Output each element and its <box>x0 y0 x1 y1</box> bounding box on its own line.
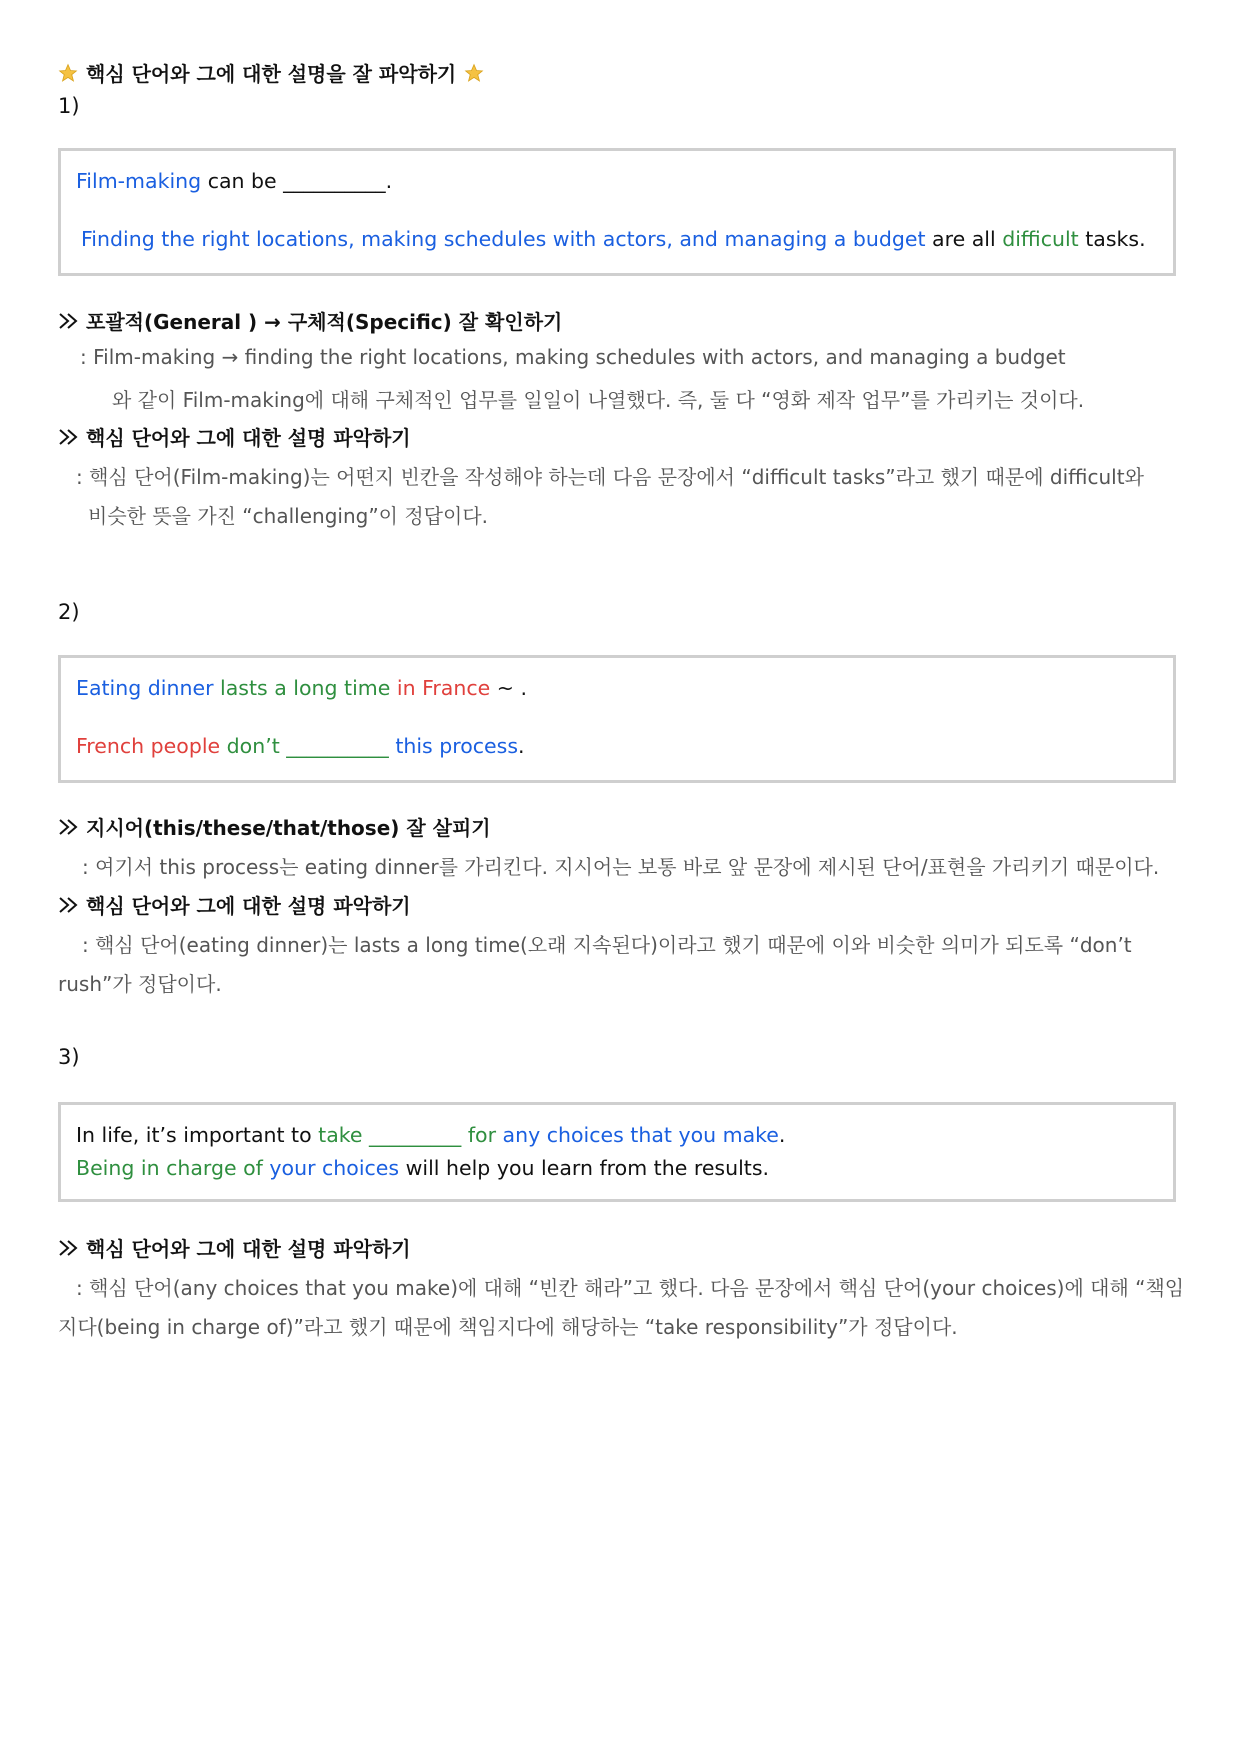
explanation-text: : 핵심 단어(eating dinner)는 lasts a long time(오래 지속된다)이라고 했기 때문에 이와 비슷한 의미가 되도록 “don’t <box>82 933 1132 957</box>
double-chevron-icon <box>58 896 80 914</box>
section-heading <box>58 812 491 841</box>
example-sentence <box>81 227 1146 251</box>
example-sentence <box>76 676 527 700</box>
key-phrase: don’t __________ <box>220 734 389 758</box>
text-segment: . <box>778 1123 786 1147</box>
example-box <box>58 655 1176 783</box>
explanation-text: : 핵심 단어(Film-making)는 어떤지 빈칸을 작성해야 하는데 다음 문장에서 “difficult tasks”라고 했기 때문에 difficult와 <box>76 465 1144 489</box>
heading-text: 지시어(this/these/that/those) 잘 살피기 <box>86 816 491 840</box>
explanation-text: : 여기서 this process는 eating dinner를 가리킨다. 지시어는 보통 바로 앞 문장에 제시된 단어/표현을 가리키기 때문이다. <box>82 855 1160 879</box>
heading-text: 핵심 단어와 그에 대한 설명 파악하기 <box>86 1237 411 1261</box>
example-box <box>58 148 1176 276</box>
star-icon <box>464 63 484 83</box>
heading-text: 포괄적(General ) → 구체적(Specific) 잘 확인하기 <box>86 310 563 334</box>
key-phrase: Being in charge of <box>76 1156 263 1180</box>
explanation-text: 비슷한 뜻을 가진 “challenging”이 정답이다. <box>88 504 488 528</box>
key-phrase: this process <box>388 734 519 758</box>
example-sentence <box>76 734 525 758</box>
text-segment: . <box>518 734 525 758</box>
text-segment: ~ . <box>490 676 527 700</box>
page-title-row <box>58 58 484 87</box>
double-chevron-icon <box>58 818 80 836</box>
star-icon <box>58 63 78 83</box>
key-phrase: any choices that you make <box>496 1123 779 1147</box>
explanation-text: 와 같이 Film-making에 대해 구체적인 업무를 일일이 나열했다. 즉, 둘 다 “영화 제작 업무”를 가리키는 것이다. <box>112 388 1085 412</box>
explanation-text: 지다(being in charge of)”라고 했기 때문에 책임지다에 해당하는 “take responsibility”가 정답이다. <box>58 1315 958 1339</box>
page-title: 핵심 단어와 그에 대한 설명을 잘 파악하기 <box>86 62 457 86</box>
text-segment: In life, it’s important to <box>76 1123 319 1147</box>
key-word: Film-making <box>76 169 202 193</box>
key-phrase: French people <box>76 734 221 758</box>
key-word: for <box>467 1123 496 1147</box>
key-phrase: your choices <box>262 1156 400 1180</box>
text-segment: are all <box>925 227 1003 251</box>
section-heading <box>58 890 411 919</box>
key-phrase: in France <box>390 676 491 700</box>
text-segment: can be __________. <box>201 169 393 193</box>
explanation-text: : Film-making → finding the right locations, making schedules with actors, and managing a budget <box>80 345 1066 369</box>
key-phrase: lasts a long time <box>213 676 391 700</box>
key-phrase: Eating dinner <box>76 676 214 700</box>
explanation-text: rush”가 정답이다. <box>58 972 222 996</box>
double-chevron-icon <box>58 1239 80 1257</box>
section-heading <box>58 306 562 335</box>
heading-text: 핵심 단어와 그에 대한 설명 파악하기 <box>86 426 411 450</box>
example-sentence <box>76 1156 769 1180</box>
section-number: 2) <box>58 600 80 624</box>
double-chevron-icon <box>58 312 80 330</box>
key-word: difficult <box>1002 227 1079 251</box>
text-segment: will help you learn from the results. <box>399 1156 770 1180</box>
section-heading <box>58 422 411 451</box>
double-chevron-icon <box>58 428 80 446</box>
text-segment: tasks. <box>1078 227 1146 251</box>
example-sentence <box>76 169 392 193</box>
blank: _________ <box>362 1123 468 1147</box>
key-word: take <box>318 1123 363 1147</box>
section-heading <box>58 1233 411 1262</box>
heading-text: 핵심 단어와 그에 대한 설명 파악하기 <box>86 894 411 918</box>
example-sentence <box>76 1123 785 1147</box>
explanation-text: : 핵심 단어(any choices that you make)에 대해 “빈칸 해라”고 했다. 다음 문장에서 핵심 단어(your choices)에 대해 “책임 <box>76 1276 1185 1300</box>
key-phrase: Finding the right locations, making schedules with actors, and managing a budget <box>81 227 926 251</box>
section-number: 1) <box>58 94 80 118</box>
section-number: 3) <box>58 1045 80 1069</box>
example-box <box>58 1102 1176 1202</box>
